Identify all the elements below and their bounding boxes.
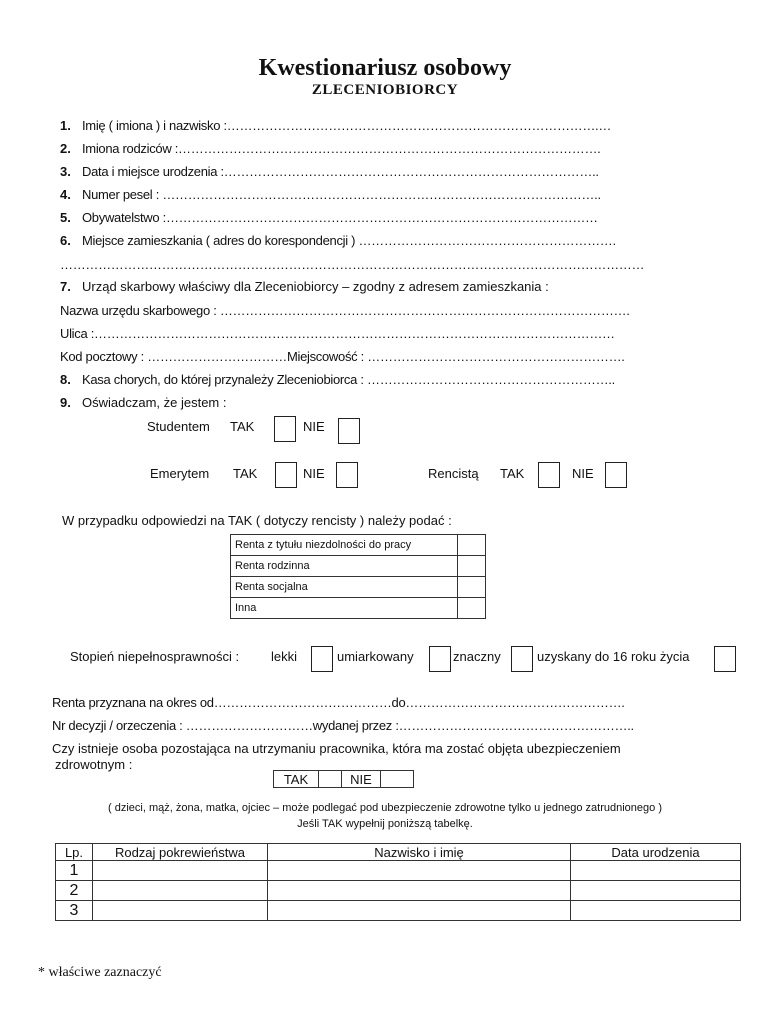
student-tak-label: TAK: [230, 419, 255, 434]
postal-city-field[interactable]: Kod pocztowy : ……………………………Miejscowość : …………………………………………………….: [60, 349, 625, 364]
rencista-tak-checkbox[interactable]: [538, 462, 560, 488]
item-number: 9.: [60, 395, 71, 410]
col-lp: Lp.: [56, 844, 93, 861]
item-text: Numer pesel : …………………………………………………………………………………………..: [82, 187, 601, 202]
item-text: Obywatelstwo :…………………………………………………………………………………………: [82, 210, 598, 225]
item-text: Kasa chorych, do której przynależy Zleceniobiorca : …………………………………………………..: [82, 372, 615, 387]
renta-table: [230, 534, 486, 619]
table-row: [56, 881, 741, 901]
table-row: [56, 861, 741, 881]
item-text: Urząd skarbowy właściwy dla Zleceniobiorcy – zgodny z adresem zamieszkania :: [82, 279, 549, 294]
item-name[interactable]: [60, 118, 611, 133]
row-number: 3: [56, 901, 93, 921]
item-number: 5.: [60, 210, 71, 225]
item-text: Imię ( imiona ) i nazwisko :…………………………………………………………………………….…: [82, 118, 612, 133]
item-text: Imiona rodziców :……………………………………………………………………………………….: [82, 141, 601, 156]
student-nie-checkbox[interactable]: [338, 418, 360, 444]
item-birth[interactable]: [60, 164, 599, 179]
row-number: 2: [56, 881, 93, 901]
birthdate-cell[interactable]: [571, 881, 741, 901]
item-text: Oświadczam, że jestem :: [82, 395, 227, 410]
name-cell[interactable]: [268, 901, 571, 921]
item-text: Miejsce zamieszkania ( adres do korespondencji ) …………………………………………………….: [82, 233, 616, 248]
table-row: [274, 771, 414, 788]
birthdate-cell[interactable]: [571, 861, 741, 881]
emeryt-label: Emerytem: [150, 466, 210, 481]
name-cell[interactable]: [268, 881, 571, 901]
relation-cell[interactable]: [93, 901, 268, 921]
col-birthdate: Data urodzenia: [571, 844, 741, 861]
birthdate-cell[interactable]: [571, 901, 741, 921]
renta-type: Renta rodzinna: [231, 556, 458, 577]
row-number: 1: [56, 861, 93, 881]
renta-type: Renta z tytułu niezdolności do pracy: [231, 535, 458, 556]
table-row: [56, 901, 741, 921]
dependents-tak-label: TAK: [274, 771, 319, 788]
student-tak-checkbox[interactable]: [274, 416, 296, 442]
relation-cell[interactable]: [93, 861, 268, 881]
rencista-label: Rencistą: [428, 466, 479, 481]
item-number: 8.: [60, 372, 71, 387]
rencista-nie-checkbox[interactable]: [605, 462, 627, 488]
name-cell[interactable]: [268, 861, 571, 881]
table-row: [231, 598, 486, 619]
address-continuation[interactable]: …………………………………………………………………………………………………………………………: [60, 257, 645, 272]
renta-mark-cell[interactable]: [458, 598, 486, 619]
table-row: [231, 577, 486, 598]
tax-office-field[interactable]: Nazwa urzędu skarbowego : …………………………………………………………………………………….: [60, 303, 630, 318]
rencista-tak-label: TAK: [500, 466, 525, 481]
footnote: * właściwe zaznaczyć: [38, 965, 162, 980]
dependents-answer-table: [273, 770, 414, 788]
item-number: 4.: [60, 187, 71, 202]
disability-label: Stopień niepełnosprawności :: [70, 649, 240, 664]
disability-light-label: lekki: [271, 649, 298, 664]
disability-before16-label: uzyskany do 16 roku życia: [537, 649, 690, 664]
dependents-instruction: Jeśli TAK wypełnij poniższą tabelkę.: [297, 818, 473, 830]
emeryt-nie-checkbox[interactable]: [336, 462, 358, 488]
dependents-nie-label: NIE: [342, 771, 381, 788]
student-nie-label: NIE: [303, 419, 325, 434]
item-number: 1.: [60, 118, 71, 133]
renta-type: Renta socjalna: [231, 577, 458, 598]
item-number: 2.: [60, 141, 71, 156]
col-name: Nazwisko i imię: [268, 844, 571, 861]
family-table: [55, 843, 741, 921]
disability-significant-checkbox[interactable]: [511, 646, 533, 672]
item-pesel[interactable]: [60, 187, 601, 202]
item-number: 7.: [60, 279, 71, 294]
dependents-question: Czy istnieje osoba pozostająca na utrzymaniu pracownika, która ma zostać objęta ubezpieczeniem: [52, 741, 621, 756]
dependents-question-cont: zdrowotnym :: [55, 757, 133, 772]
table-header-row: [56, 844, 741, 861]
emeryt-tak-label: TAK: [233, 466, 258, 481]
street-field[interactable]: Ulica :……………………………………………………………………………………………………………: [60, 326, 615, 341]
item-health-fund[interactable]: [60, 372, 615, 387]
disability-moderate-checkbox[interactable]: [429, 646, 451, 672]
item-parents[interactable]: [60, 141, 600, 156]
disability-significant-label: znaczny: [453, 649, 501, 664]
item-text: Data i miejsce urodzenia :……………………………………………………………………………..: [82, 164, 599, 179]
dependents-nie-checkbox[interactable]: [381, 771, 414, 788]
table-row: [231, 535, 486, 556]
emeryt-tak-checkbox[interactable]: [275, 462, 297, 488]
form-title: Kwestionariusz osobowy: [258, 55, 512, 81]
item-number: 6.: [60, 233, 71, 248]
rencista-nie-label: NIE: [572, 466, 594, 481]
form-subtitle: ZLECENIOBIORCY: [311, 82, 459, 98]
disability-light-checkbox[interactable]: [311, 646, 333, 672]
relation-cell[interactable]: [93, 881, 268, 901]
renta-mark-cell[interactable]: [458, 556, 486, 577]
renta-mark-cell[interactable]: [458, 535, 486, 556]
item-declaration: [60, 395, 227, 410]
student-label: Studentem: [147, 419, 210, 434]
dependents-note: ( dzieci, mąż, żona, matka, ojciec – może podlegać pod ubezpieczenie zdrowotne tylko u jednego zatrudnionego ): [108, 802, 662, 814]
item-citizenship[interactable]: [60, 210, 598, 225]
item-address[interactable]: [60, 233, 616, 248]
disability-before16-checkbox[interactable]: [714, 646, 736, 672]
decision-field[interactable]: Nr decyzji / orzeczenia : …………………………wydanej przez :………………………………………………..: [52, 718, 634, 733]
table-row: [231, 556, 486, 577]
dependents-tak-checkbox[interactable]: [319, 771, 342, 788]
item-number: 3.: [60, 164, 71, 179]
renta-intro: W przypadku odpowiedzi na TAK ( dotyczy rencisty ) należy podać :: [62, 513, 452, 528]
col-relation: Rodzaj pokrewieństwa: [93, 844, 268, 861]
emeryt-nie-label: NIE: [303, 466, 325, 481]
disability-moderate-label: umiarkowany: [337, 649, 414, 664]
renta-period-field[interactable]: Renta przyznana na okres od……………………………………do…………………………………………….: [52, 695, 625, 710]
renta-mark-cell[interactable]: [458, 577, 486, 598]
renta-type: Inna: [231, 598, 458, 619]
item-tax-office-heading: [60, 279, 549, 294]
